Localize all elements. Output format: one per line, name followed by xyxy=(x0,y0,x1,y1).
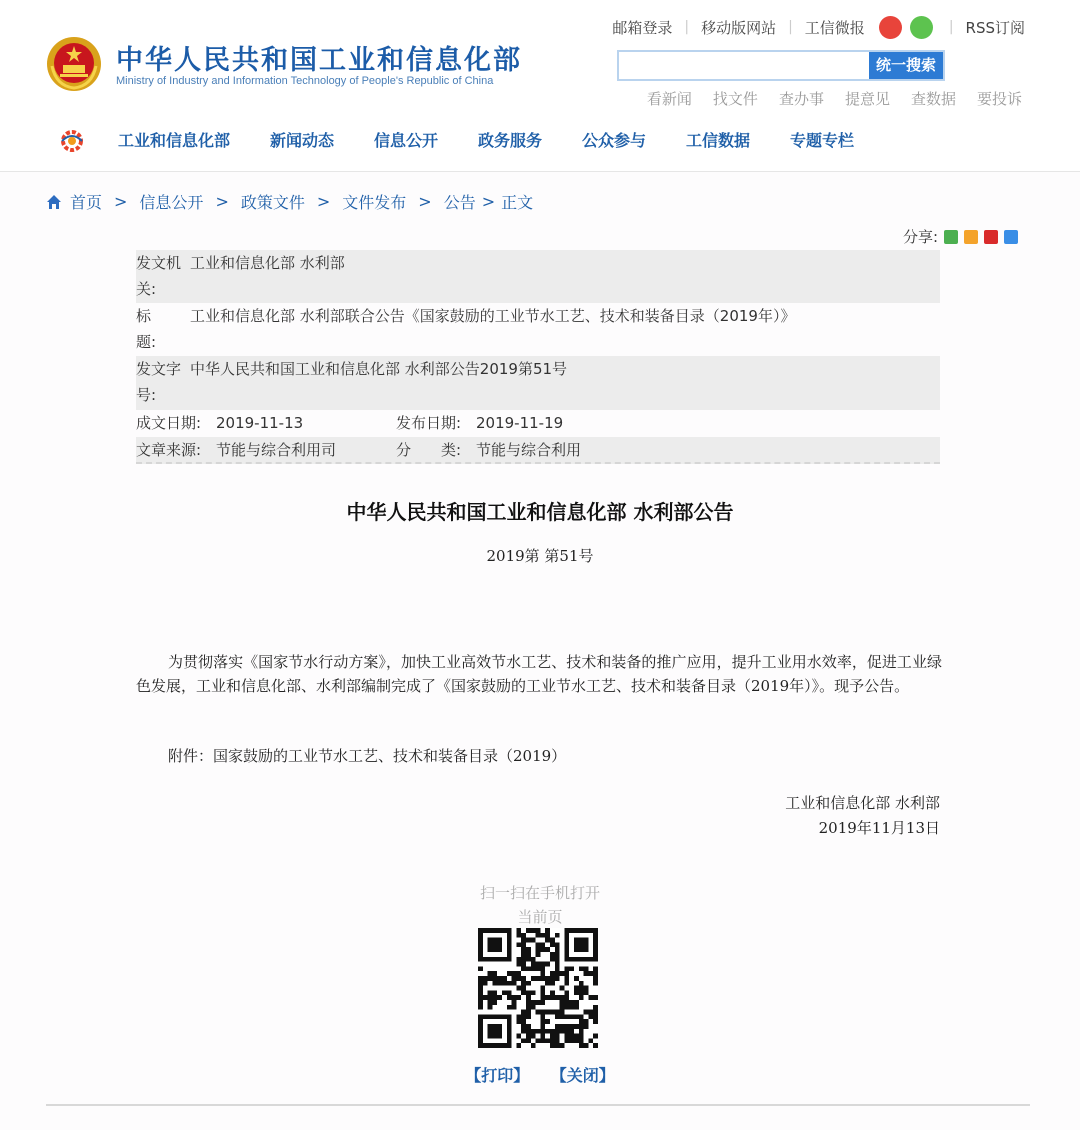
site-header xyxy=(0,0,1080,172)
qr-code xyxy=(478,928,598,1048)
breadcrumb-file-release[interactable]: 文件发布 xyxy=(342,193,407,212)
meta-row-source xyxy=(136,437,940,464)
nav-gov-service[interactable]: 政务服务 xyxy=(478,131,543,150)
source-label: 文章来源: xyxy=(136,441,202,459)
quicklink-services[interactable]: 查办事 xyxy=(778,90,824,108)
docno-value: 中华人民共和国工业和信息化部 水利部公告2019第51号 xyxy=(190,360,568,378)
nav-miit[interactable]: 工业和信息化部 xyxy=(118,131,231,150)
attachment-line: 附件：国家鼓励的工业节水工艺、技术和装备目录（2019） xyxy=(168,747,567,765)
site-subtitle: Ministry of Industry and Information Technology of People's Republic of China xyxy=(116,75,494,87)
mobile-site-link[interactable]: 移动版网站 xyxy=(701,18,777,37)
quicklink-files[interactable]: 找文件 xyxy=(712,90,758,108)
share-bar xyxy=(903,226,1018,247)
search-input[interactable] xyxy=(619,52,869,79)
site-title[interactable]: 中华人民共和国工业和信息化部 xyxy=(116,45,522,76)
national-emblem-logo xyxy=(46,36,102,92)
issuer-value: 工业和信息化部 水利部 xyxy=(190,254,345,272)
weibo-share-icon[interactable] xyxy=(964,230,978,244)
nav-data[interactable]: 工信数据 xyxy=(686,131,751,150)
top-links xyxy=(612,16,1025,38)
qr-caption-2: 当前页 xyxy=(517,908,563,926)
print-button[interactable]: 【打印】 xyxy=(465,1066,530,1085)
print-close-actions xyxy=(0,1063,1080,1086)
breadcrumb-separator: > xyxy=(316,192,331,211)
breadcrumb xyxy=(46,190,533,213)
breadcrumb-notices[interactable]: 公告 xyxy=(443,193,476,212)
created-label: 成文日期: xyxy=(136,414,202,432)
mail-login-link[interactable]: 邮箱登录 xyxy=(612,18,673,37)
quicklink-complaint[interactable]: 要投诉 xyxy=(976,90,1022,108)
nav-news[interactable]: 新闻动态 xyxy=(270,131,335,150)
main-nav xyxy=(0,118,1080,162)
meta-row-title xyxy=(136,303,940,356)
nav-info-public[interactable]: 信息公开 xyxy=(374,131,439,150)
quicklink-feedback[interactable]: 提意见 xyxy=(844,90,890,108)
nav-special-topics[interactable]: 专题专栏 xyxy=(790,131,855,150)
divider: | xyxy=(684,19,690,35)
search-button[interactable]: 统一搜索 xyxy=(869,52,943,79)
wechat-icon[interactable] xyxy=(910,16,933,39)
weibo-icon[interactable] xyxy=(879,16,902,39)
meta-row-dates xyxy=(136,410,940,437)
document-number: 2019第 第51号 xyxy=(486,547,594,565)
title-value: 工业和信息化部 水利部联合公告《国家鼓励的工业节水工艺、技术和装备目录（2019年）》 xyxy=(190,307,796,325)
renren-share-icon[interactable] xyxy=(984,230,998,244)
rss-link[interactable]: RSS订阅 xyxy=(965,18,1025,37)
meta-row-issuer xyxy=(136,250,940,303)
title-label: 标 题: xyxy=(136,307,182,351)
footer-divider xyxy=(46,1104,1030,1106)
search-box xyxy=(617,50,945,81)
quicklink-data[interactable]: 查数据 xyxy=(910,90,956,108)
divider: | xyxy=(948,19,954,35)
breadcrumb-separator: > xyxy=(215,192,229,211)
breadcrumb-separator: > xyxy=(481,192,496,211)
wechat-share-icon[interactable] xyxy=(944,230,958,244)
created-value: 2019-11-13 xyxy=(216,414,304,432)
home-icon xyxy=(46,194,62,210)
category-value: 节能与综合利用 xyxy=(476,441,582,459)
breadcrumb-info-public[interactable]: 信息公开 xyxy=(139,193,204,212)
meta-row-docno xyxy=(136,356,940,410)
source-value: 节能与综合利用司 xyxy=(216,441,337,459)
docno-label: 发文字号: xyxy=(136,360,182,404)
document-meta-table xyxy=(136,250,940,464)
category-label: 分 类: xyxy=(396,441,462,459)
qq-share-icon[interactable] xyxy=(1004,230,1018,244)
divider: | xyxy=(788,19,793,35)
article-paragraph: 为贯彻落实《国家节水行动方案》，加快工业高效节水工艺、技术和装备的推广应用，提升工业用水效率，促进工业绿色发展，工业和信息化部、水利部编制完成了《国家鼓励的工业节水工艺、技术和装备目录（2019年）》。现予公告。 xyxy=(136,653,942,695)
quicklink-news[interactable]: 看新闻 xyxy=(646,90,692,108)
breadcrumb-policy-files[interactable]: 政策文件 xyxy=(240,193,305,212)
close-button[interactable]: 【关闭】 xyxy=(550,1066,615,1085)
share-label: 分享: xyxy=(902,228,938,246)
weibao-link[interactable]: 工信微报 xyxy=(804,18,865,37)
published-value: 2019-11-19 xyxy=(476,414,564,432)
issuer-label: 发文机关: xyxy=(136,254,182,298)
breadcrumb-separator: > xyxy=(114,192,128,211)
quick-links xyxy=(626,88,1022,109)
qr-caption: 扫一扫在手机打开 xyxy=(479,884,600,902)
published-label: 发布日期: xyxy=(396,414,462,432)
signature: 工业和信息化部 水利部 xyxy=(785,794,940,812)
nav-public-participation[interactable]: 公众参与 xyxy=(582,131,647,150)
signature-date: 2019年11月13日 xyxy=(818,819,940,837)
breadcrumb-current: 正文 xyxy=(501,193,534,212)
miit-gear-logo[interactable] xyxy=(59,129,85,153)
article-title: 中华人民共和国工业和信息化部 水利部公告 xyxy=(346,500,734,524)
breadcrumb-separator: > xyxy=(418,192,432,211)
breadcrumb-home[interactable]: 首页 xyxy=(70,193,103,212)
